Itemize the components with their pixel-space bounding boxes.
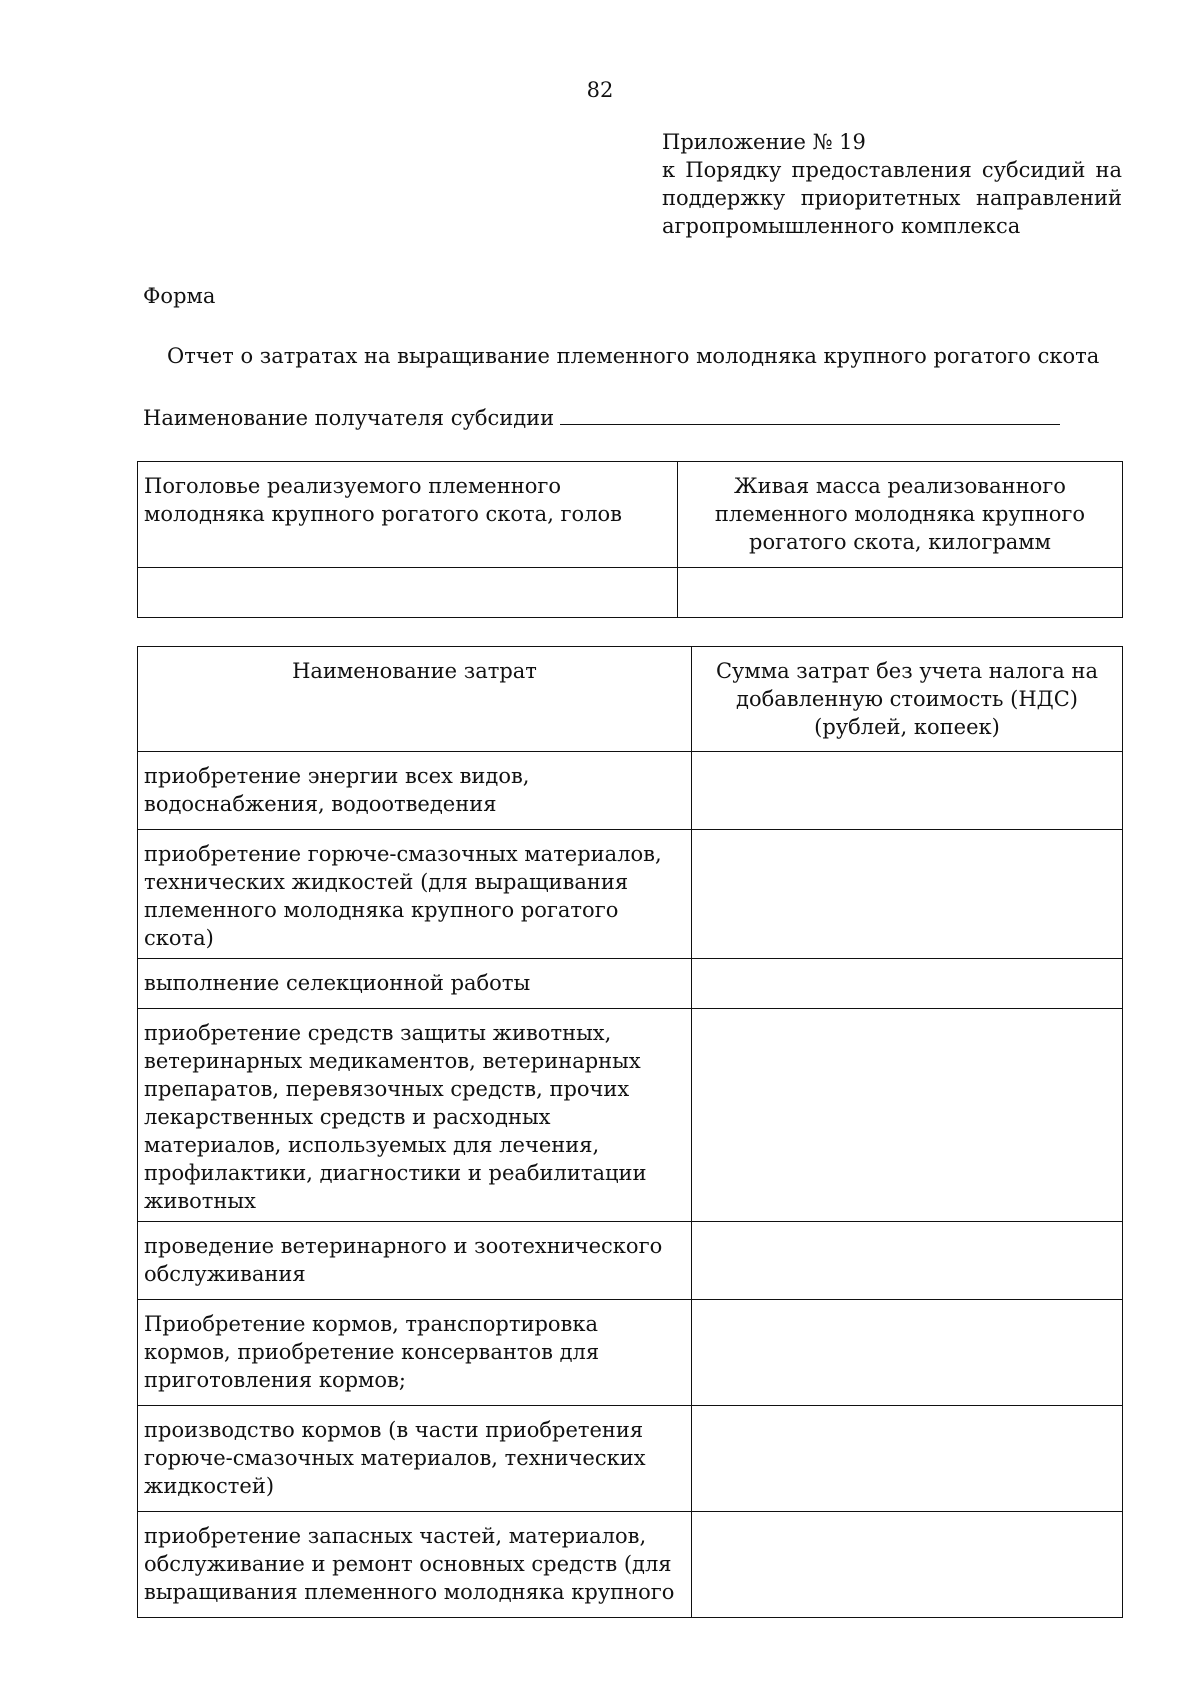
cost-name-cell: приобретение энергии всех видов, водоснабжения, водоотведения <box>138 752 692 830</box>
table-row <box>138 959 1123 1009</box>
value-cell-head-count[interactable] <box>138 568 678 618</box>
cost-sum-cell[interactable] <box>692 1222 1123 1300</box>
header-cell-head-count: Поголовье реализуемого племенного молодняка крупного рогатого скота, голов <box>138 462 678 568</box>
table-row <box>138 1300 1123 1406</box>
livestock-table <box>137 461 1123 618</box>
cost-name-cell: приобретение горюче-смазочных материалов, технических жидкостей (для выращивания племенного молодняка крупного рогатого скота) <box>138 830 692 959</box>
table-row <box>138 568 1123 618</box>
cost-name-cell: приобретение запасных частей, материалов, обслуживание и ремонт основных средств (для выращивания племенного молодняка крупного <box>138 1512 692 1618</box>
costs-table <box>137 646 1123 1618</box>
header-cell-cost-name: Наименование затрат <box>138 647 692 752</box>
cost-sum-cell[interactable] <box>692 1300 1123 1406</box>
cost-name-cell: выполнение селекционной работы <box>138 959 692 1009</box>
recipient-blank-line[interactable] <box>560 402 1060 425</box>
header-cell-cost-sum: Сумма затрат без учета налога на добавленную стоимость (НДС) (рублей, копеек) <box>692 647 1123 752</box>
table-row <box>138 1406 1123 1512</box>
table-row <box>138 830 1123 959</box>
page-number: 82 <box>586 78 614 102</box>
appendix-line: Приложение № 19 <box>662 130 866 154</box>
cost-sum-cell[interactable] <box>692 1009 1123 1222</box>
table-row <box>138 1222 1123 1300</box>
appendix-line: поддержку приоритетных направлений <box>662 186 1122 210</box>
cost-name-cell: производство кормов (в части приобретения горюче-смазочных материалов, технических жидкостей) <box>138 1406 692 1512</box>
table-header-row <box>138 462 1123 568</box>
appendix-header <box>662 128 1122 240</box>
cost-name-cell: Приобретение кормов, транспортировка кормов, приобретение консервантов для приготовления кормов; <box>138 1300 692 1406</box>
cost-name-cell: проведение ветеринарного и зоотехнического обслуживания <box>138 1222 692 1300</box>
table-header-row <box>138 647 1123 752</box>
cost-sum-cell[interactable] <box>692 1512 1123 1618</box>
appendix-line: к Порядку предоставления субсидий на <box>662 158 1122 182</box>
recipient-label: Наименование получателя субсидии <box>143 406 555 430</box>
cost-sum-cell[interactable] <box>692 1406 1123 1512</box>
table-row <box>138 1512 1123 1618</box>
appendix-line: агропромышленного комплекса <box>662 214 1021 238</box>
recipient-field <box>143 402 1063 432</box>
form-label: Форма <box>143 284 216 308</box>
header-cell-live-weight: Живая масса реализованного племенного молодняка крупного рогатого скота, килограмм <box>678 462 1123 568</box>
cost-sum-cell[interactable] <box>692 830 1123 959</box>
table-row <box>138 752 1123 830</box>
cost-sum-cell[interactable] <box>692 752 1123 830</box>
cost-name-cell: приобретение средств защиты животных, ветеринарных медикаментов, ветеринарных препаратов, перевязочных средств, прочих лекарственных средств и расходных материалов, используемых для лечения, профилактики, диагностики и реабилитации животных <box>138 1009 692 1222</box>
cost-sum-cell[interactable] <box>692 959 1123 1009</box>
value-cell-live-weight[interactable] <box>678 568 1123 618</box>
table-row <box>138 1009 1123 1222</box>
report-title: Отчет о затратах на выращивание племенного молодняка крупного рогатого скота <box>167 344 1100 368</box>
